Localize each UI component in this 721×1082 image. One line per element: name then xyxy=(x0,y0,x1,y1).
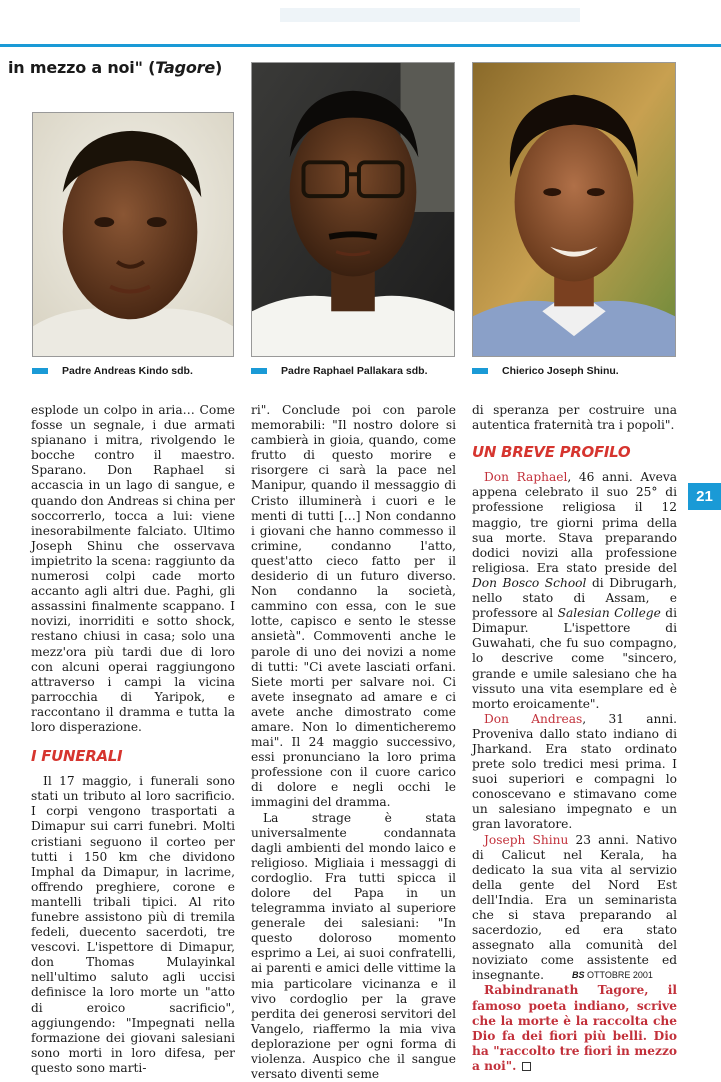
col3-paragraph-0: di speranza per costruire una autentica fraternità tra i popoli". xyxy=(472,403,677,433)
caption-raphael: Padre Raphael Pallakara sdb. xyxy=(251,365,428,377)
closing-quote: Rabindranath Tagore, il famoso poeta indiano, scrive che la morte è la raccolta che Dio fa dei fiori più belli. Dio ha "raccolto tre fiori in mezzo a noi". xyxy=(472,983,677,1073)
col2-paragraph-1: ri". Conclude poi con parole memorabili: "Il nostro dolore si cambierà in gioia, quando, come frutto di questo morire e risorgere ci sarà la pace nel Manipur, quando il messaggio di Cristo illuminerà i cuori e le menti di tutti […] Non condanno i giovani che hanno commesso il crimine, condanno l'atto, quest'atto cieco fatto per il desiderio di un futuro diverso. Non condanno la società, cammino con essa, con le sue lotte, capisco e sento le stesse ansietà". Commoventi anche le parole di uno dei novizi a nome di tutti: "Ci avete lasciati orfani. Siete morti per salvare noi. Ci avete insegnato ad amare e ci avete anche dimostrato come amare. Non lo dimenticheremo mai". Il 24 maggio successivo, essi pronunciano la loro prima professione con il cuore carico di dolore e negli occhi le immagini del dramma. xyxy=(251,403,456,810)
caption-marker xyxy=(472,368,488,374)
section-heading-profilo: UN BREVE PROFILO xyxy=(472,443,631,462)
end-mark-icon xyxy=(522,1062,531,1071)
page-number-tab: 21 xyxy=(688,483,721,510)
page-heading: in mezzo a noi" (Tagore) xyxy=(8,58,223,77)
photo-raphael-pallakara xyxy=(251,62,455,357)
header-faint-band xyxy=(280,8,580,22)
photo-joseph-shinu xyxy=(472,62,676,357)
profile-andreas: Don Andreas, 31 anni. Proveniva dallo stato indiano di Jharkand. Era stato ordinato prete solo tredici mesi prima. I suoi superiori e compagni lo conoscevano e stimavano come un salesiano impegnato e un gran lavoratore. xyxy=(472,711,678,832)
footer-issue: BS OTTOBRE 2001 xyxy=(572,970,653,980)
caption-marker xyxy=(32,368,48,374)
column-1 xyxy=(31,403,235,1076)
col2-paragraph-2: La strage è stata universalmente condannata dagli ambienti del mondo laico e religioso. Migliaia i messaggi di cordoglio. Fra tutti spicca il dolore del Papa in un telegramma inviato al superiore generale dei salesiani: "In questo doloroso momento esprimo a Lei, ai suoi confratelli, ai parenti e amici delle vittime la mia particolare vicinanza e il vivo cordoglio per la grave perdita dei generosi servitori del Vangelo, riaffermo la mia viva deplorazione per ogni forma di violenza. Auspico che il sangue versato diventi seme xyxy=(251,810,456,1082)
caption-joseph: Chierico Joseph Shinu. xyxy=(472,365,619,377)
caption-marker xyxy=(251,368,267,374)
profile-raphael: Don Raphael, 46 anni. Aveva appena celebrato il suo 25° di professione religiosa il 12 maggio, tre giorni prima della sua morte. Stava preparando dodici novizi alla professione religiosa. Era stato preside del Don Bosco School di Dibrugarh, nello stato di Assam, e professore al Salesian College di Dimapur. L'ispettore di Guwahati, che fu suo compagno, lo descrive come "sincero, grande e umile salesiano che ha vissuto una vita esemplare ed è morto eroicamente". xyxy=(472,470,677,711)
header-rule xyxy=(0,44,721,47)
profile-joseph: Joseph Shinu 23 anni. Nativo di Calicut nel Kerala, ha dedicato la sua vita al servizio della gente del Nord Est dell'India. Era un seminarista che si stava preparando al sacerdozio, ed era stato assegnato alla comunità del noviziato come assistente ed insegnante. xyxy=(472,832,677,983)
photo-andreas-kindo xyxy=(32,112,234,357)
col1-paragraph-1: esplode un colpo in aria… Come fosse un segnale, i due armati spianano i mitra, rivolgendo le bocche contro il maestro. Sparano. Don Raphael si accascia in un lago di sangue, e quando don Andreas si china per soccorrerlo, tocca a lui: viene inesorabilmente falciato. Ultimo Joseph Shinu che osservava impietrito la scena: raggiunto da numerosi colpi cade morto accanto agli altri due. Paghi, gli assassini finalmente scappano. I novizi, inorriditi e sotto shock, restano chiusi in casa; solo una mezz'ora più tardi due di loro con alcuni operai raggiungono attraverso i campi la vicina parrocchia di Yaripok, e raccontano il dramma e tutta la loro disperazione. xyxy=(31,403,235,734)
caption-andreas: Padre Andreas Kindo sdb. xyxy=(32,365,193,377)
col1-paragraph-2: Il 17 maggio, i funerali sono stati un tributo al loro sacrificio. I corpi vengono trasportati a Dimapur sui carri funebri. Molti cristiani seguono il corteo per tutti i 150 km che dividono Imphal da Dimapur, in lacrime, offrendo preghiere, corone e mantelli tribali tipici. Al rito funebre assistono più di tremila fedeli, duecento sacerdoti, tre vescovi. L'ispettore di Dimapur, don Thomas Mulayinkal nell'ultimo saluto agli uccisi definisce la loro morte un "atto di eroico sacrificio", aggiungendo: "Impegnati nella formazione dei giovani salesiani sono morti in loro difesa, per questo sono marti- xyxy=(31,774,235,1075)
column-2 xyxy=(251,403,456,1082)
section-heading-funerali: I FUNERALI xyxy=(31,747,123,766)
